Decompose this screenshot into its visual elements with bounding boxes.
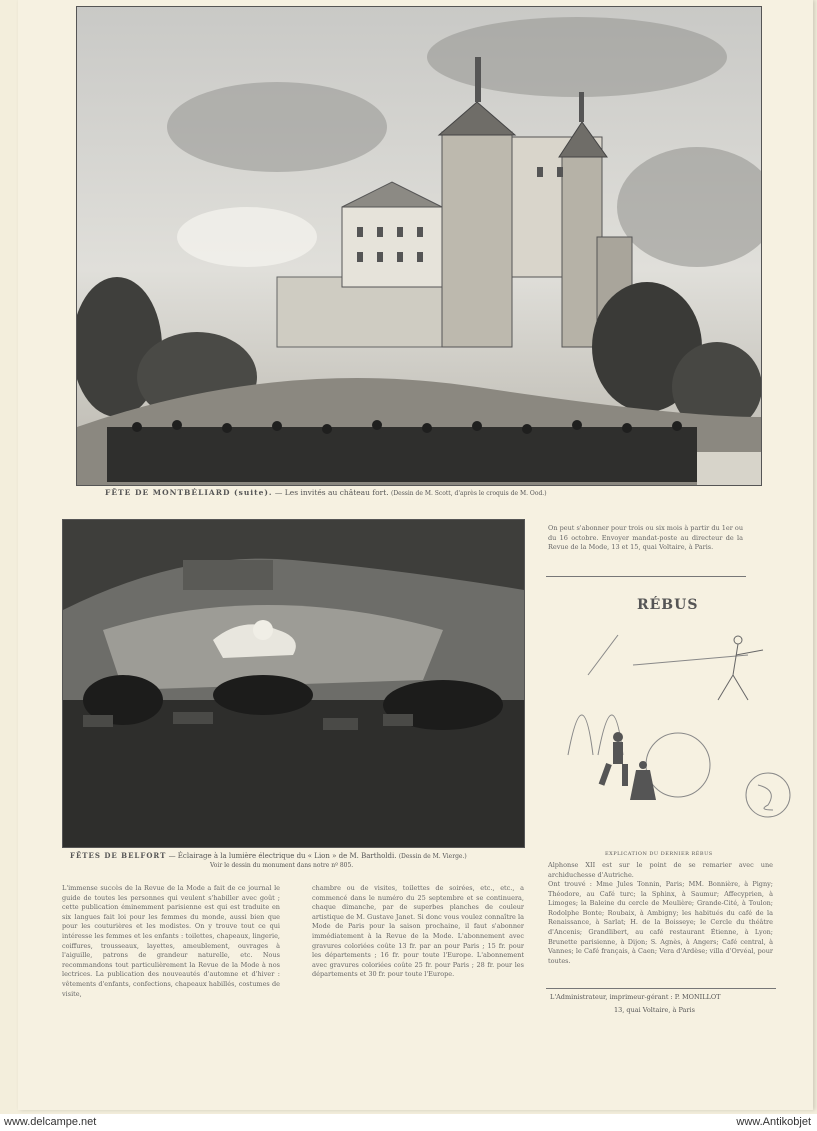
- montbeliard-chateau-engraving: [76, 6, 762, 486]
- belfort-illustration: [63, 520, 524, 847]
- belfort-lion-engraving: [62, 519, 525, 848]
- chateau-illustration: [77, 7, 761, 485]
- subscription-notice: On peut s'abonner pour trois ou six mois à partir du 1er ou du 16 octobre. Envoyer mandat-poste au directeur de la Revue de la Mode, 13 et 15, quai Voltaire, à Paris.: [548, 524, 743, 552]
- top-caption-subtitle: — Les invités au château fort.: [274, 488, 389, 497]
- mid-caption: [70, 851, 467, 860]
- mid-caption-subtitle: — Éclairage à la lumière électrique du « Lion » de M. Bartholdi.: [168, 852, 397, 860]
- rebus-solvers: Ont trouvé : Mme Jules Tonnin, Paris; MM. Bonnière, à Pigny; Théodore, au Café turc; la Sphinx, à Saumur; Affecyprien, à Limoges; la Baleine du cercle de Meulière; Grande-Cité, à Toulon; Rodolphe Bonte; Roubaix, à Ambigny; les habitués du café de la Renaissance, à Sarlat; H. de la Boisseye; le Cercle du théâtre d'Ancenis; Grandlibert, au café restaurant Étienne, à Lyon; Brunette parisienne, à Dijon; S. Agnès, à Angers; Café central, à Vannes; le Café français, à Caen; Vera d'Ardèse; villa d'Orvéal, pour toutes.: [548, 880, 773, 965]
- watermark-right: www.Antikobjet: [736, 1116, 811, 1128]
- mid-caption-title: FÊTES DE BELFORT: [70, 851, 167, 860]
- divider: [546, 576, 746, 577]
- mid-caption-credit: (Dessin de M. Vierge.): [398, 853, 467, 860]
- divider: [546, 988, 776, 989]
- rebus-explanation: Alphonse XII est sur le point de se remarier avec une archiduchesse d'Autriche.: [548, 861, 773, 879]
- imprint-line1: L'Administrateur, imprimeur-gérant : P. MONILLOT: [550, 993, 721, 1001]
- watermark-bar: [0, 1114, 817, 1131]
- top-caption-credit: (Dessin de M. Scott, d'après le croquis de M. Ood.): [391, 490, 547, 497]
- watermark-left: www.delcampe.net: [4, 1116, 97, 1128]
- rebus-illustration: [548, 615, 798, 840]
- imprint-line2: 13, quai Voltaire, à Paris: [614, 1006, 695, 1014]
- top-caption-title: FÊTE DE MONTBÉLIARD (suite).: [105, 488, 273, 497]
- rebus-explanation-heading: EXPLICATION DU DERNIER RÉBUS: [605, 851, 713, 857]
- left-text-column: L'immense succès de la Revue de la Mode a fait de ce journal le guide de toutes les personnes qui veulent s'habiller avec goût ; cette publication éminemment parisienne est qui est traduite en six langues fait loi pour les femmes du monde, aussi bien que pour les couturières et les modistes. On y trouve tout ce qui intéresse les femmes et les enfants : toilettes, chapeaux, lingerie, coiffures, trousseaux, layettes, ameublement, ouvrages à l'aiguille, patrons de grandeur naturelle, etc. Nous recommandons tout particulièrement la Revue de la Mode à nos lectrices. La publication des nouveautés d'automne et d'hiver : vêtements d'enfants, confections, chapeaux habillés, costumes de visite,: [62, 884, 280, 998]
- rebus-puzzle: [548, 615, 798, 840]
- rebus-title: RÉBUS: [637, 597, 699, 613]
- top-caption: [105, 488, 547, 497]
- middle-text-column: chambre ou de visites, toilettes de soirées, etc., etc., a commencé dans le numéro du 25 septembre et se continuera, chaque dimanche, par de superbes planches de couleur artistique de M. Gustave Janet. Si donc vous voulez connaître la Mode de Paris pour la saison prochaine, il faut s'abonner immédiatement à la Revue de la Mode. L'abonnement avec gravures coloriées coûte 13 fr. par an pour Paris ; 15 fr. pour les départements ; 16 fr. pour toute l'Europe. L'abonnement avec gravures coloriées coûte 25 fr. pour Paris ; 28 fr. pour les départements et 30 fr. pour toute l'Europe.: [312, 884, 524, 979]
- mid-caption-note: Voir le dessin du monument dans notre nº 805.: [210, 862, 354, 869]
